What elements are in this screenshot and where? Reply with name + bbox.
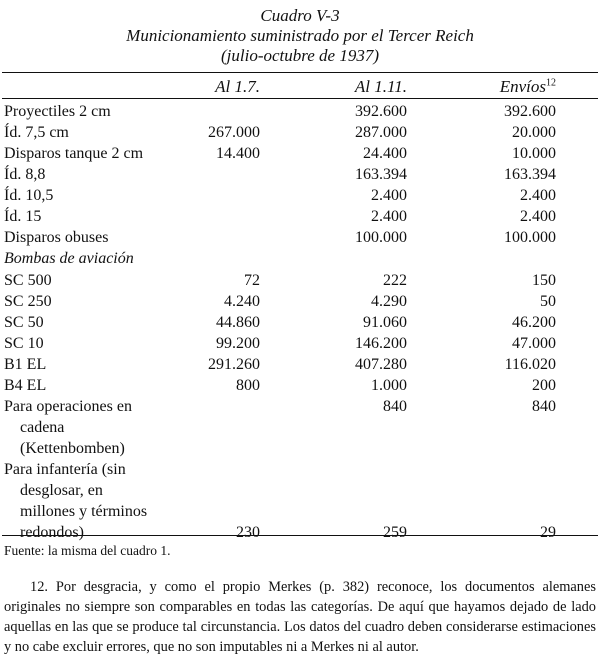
row-label: Íd. 7,5 cm: [4, 124, 69, 141]
table-title: Municionamiento suministrado por el Tercer Reich: [126, 26, 474, 45]
row-label: Íd. 10,5: [4, 187, 54, 204]
cell-envios: 100.000: [504, 229, 556, 246]
cell-envios: 150: [532, 272, 556, 289]
cell-al-1-11: 4.290: [371, 293, 407, 310]
cell-al-1-11: 840: [383, 398, 407, 415]
cell-envios: 29: [540, 524, 556, 541]
cell-al-1-11: 259: [383, 524, 407, 541]
row-label: B4 EL: [4, 377, 47, 394]
cell-al-1-11: 100.000: [355, 229, 407, 246]
cell-envios: 2.400: [520, 208, 556, 225]
row-label-line: redondos): [20, 524, 84, 541]
cell-al-1-11: 2.400: [371, 208, 407, 225]
row-label: Disparos obuses: [4, 229, 109, 246]
row-label: SC 500: [4, 272, 52, 289]
cell-al-1-11: 222: [383, 272, 407, 289]
table-source: Fuente: la misma del cuadro 1.: [4, 543, 171, 558]
cell-al-1-11: 1.000: [371, 377, 407, 394]
row-label: B1 EL: [4, 356, 47, 373]
column-header-2: Al 1.11.: [354, 77, 407, 96]
cell-envios: 47.000: [512, 335, 556, 352]
cell-al-1-11: 24.400: [363, 145, 407, 162]
column-header-3-label: Envíos: [499, 77, 546, 96]
row-label-line: Para operaciones en: [4, 398, 132, 415]
cell-envios: 116.020: [504, 356, 556, 373]
cell-envios: 392.600: [504, 103, 556, 120]
cell-envios: 200: [532, 377, 556, 394]
row-label-line: desglosar, en: [20, 482, 103, 499]
cell-al-1-7: 4.240: [224, 293, 260, 310]
cell-al-1-7: 800: [236, 377, 260, 394]
cell-al-1-11: 2.400: [371, 187, 407, 204]
cell-al-1-11: 163.394: [355, 166, 407, 183]
table-caption: [0, 6, 600, 66]
cell-al-1-7: 72: [244, 272, 260, 289]
row-label: Disparos tanque 2 cm: [4, 145, 144, 162]
row-label-line: Para infantería (sin: [4, 461, 126, 478]
cell-al-1-11: 392.600: [355, 103, 407, 120]
cell-envios: 840: [532, 398, 556, 415]
cell-envios: 50: [540, 293, 556, 310]
row-label: SC 250: [4, 293, 52, 310]
cell-al-1-7: 291.260: [208, 356, 260, 373]
column-header-3: [500, 77, 556, 97]
table-number: Cuadro V-3: [260, 6, 340, 25]
section-title: Bombas de aviación: [4, 250, 134, 267]
cell-al-1-11: 146.200: [355, 335, 407, 352]
row-label: Proyectiles 2 cm: [4, 103, 111, 120]
row-label: SC 50: [4, 314, 44, 331]
row-label: Íd. 8,8: [4, 166, 46, 183]
cell-envios: 2.400: [520, 187, 556, 204]
row-label-line: millones y términos: [20, 503, 148, 520]
row-label: Íd. 15: [4, 208, 42, 225]
row-label-line: cadena: [20, 419, 65, 436]
column-header-1: Al 1.7.: [215, 77, 260, 96]
table-subtitle: (julio-octubre de 1937): [221, 46, 379, 65]
cell-envios: 46.200: [512, 314, 556, 331]
cell-al-1-7: 99.200: [216, 335, 260, 352]
cell-al-1-7: 267.000: [208, 124, 260, 141]
header-rule: [2, 98, 598, 99]
cell-al-1-11: 407.280: [355, 356, 407, 373]
row-label-line: (Kettenbomben): [20, 440, 125, 457]
cell-al-1-11: 91.060: [363, 314, 407, 331]
bottom-rule: [2, 535, 598, 536]
row-label: SC 10: [4, 335, 44, 352]
top-rule: [2, 72, 598, 73]
cell-al-1-7: 230: [236, 524, 260, 541]
cell-al-1-11: 287.000: [355, 124, 407, 141]
cell-al-1-7: 14.400: [216, 145, 260, 162]
cell-envios: 20.000: [512, 124, 556, 141]
footnote-ref: 12: [546, 77, 556, 89]
cell-envios: 10.000: [512, 145, 556, 162]
footnote: 12. Por desgracia, y como el propio Merkes (p. 382) reconoce, los documentos alemanes originales no siempre son comparables en todas las categorías. De aquí que hayamos dejado de lado aquellas en las que se produce tal circunstancia. Los datos del cuadro deben considerarse estimaciones y no cabe excluir errores, que no son imputables ni a Merkes ni al autor.: [4, 579, 596, 655]
cell-al-1-7: 44.860: [216, 314, 260, 331]
cell-envios: 163.394: [504, 166, 556, 183]
